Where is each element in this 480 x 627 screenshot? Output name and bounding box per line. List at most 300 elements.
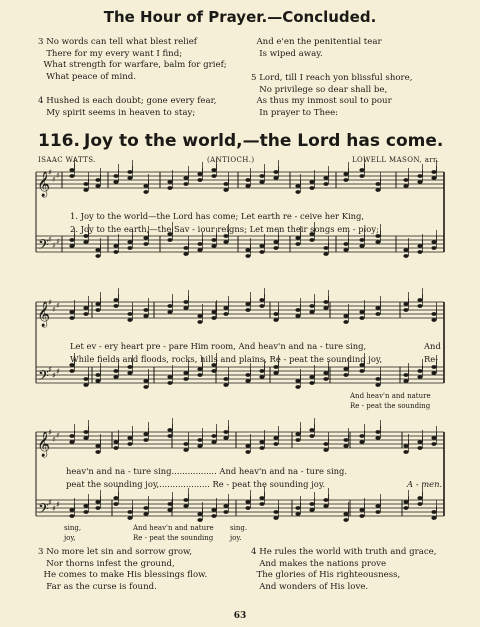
note-head [143, 506, 148, 510]
page-number: 63 [233, 611, 247, 621]
note-head [69, 310, 74, 314]
hymn-number: 116. [38, 131, 80, 151]
note-head [127, 176, 132, 180]
note-head [245, 500, 250, 504]
note-head [223, 240, 228, 244]
note-head [403, 302, 408, 306]
note-head [343, 314, 348, 318]
note-head [375, 377, 380, 381]
note-head [417, 304, 422, 308]
note-head [83, 306, 88, 310]
svg-text:♯: ♯ [52, 371, 56, 380]
note-head [197, 314, 202, 318]
lyric-s3-bass-sing: sing, [64, 524, 82, 532]
note-head [403, 308, 408, 312]
note-head [323, 377, 328, 381]
note-head [83, 188, 88, 192]
note-head [223, 510, 228, 514]
note-head [69, 434, 74, 438]
note-head [295, 438, 300, 442]
note-head [273, 176, 278, 180]
note-head [127, 318, 132, 322]
note-head [359, 369, 364, 373]
note-head [273, 170, 278, 174]
note-head [197, 518, 202, 522]
note-head [375, 436, 380, 440]
note-head [113, 304, 118, 308]
note-head [403, 444, 408, 448]
note-head [197, 172, 202, 176]
svg-text:♯: ♯ [56, 431, 60, 440]
note-head [295, 242, 300, 246]
note-head [69, 238, 74, 242]
note-head [295, 432, 300, 436]
note-head [113, 174, 118, 178]
lyric-s3-l1: heav'n and na - ture sing................. And heav'n and na - ture sing. [66, 466, 348, 476]
note-head [273, 365, 278, 369]
note-head [273, 436, 278, 440]
note-head [197, 367, 202, 371]
lyric-s3-bass-sing2: sing. [230, 524, 248, 532]
note-head [211, 369, 216, 373]
note-head [359, 244, 364, 248]
note-head [69, 369, 74, 373]
note-head [417, 298, 422, 302]
note-head [375, 510, 380, 514]
note-head [183, 377, 188, 381]
note-head [417, 496, 422, 500]
note-head [183, 448, 188, 452]
note-head [359, 238, 364, 242]
note-head [167, 508, 172, 512]
note-head [69, 508, 74, 512]
note-head [245, 254, 250, 258]
note-head [323, 371, 328, 375]
note-head [259, 496, 264, 500]
note-head [143, 385, 148, 389]
note-head [309, 508, 314, 512]
note-head [417, 174, 422, 178]
note-head [431, 371, 436, 375]
lyric-s2-l2: While fields and floods, rocks, hills and plains, Re - peat the sounding joy, [70, 354, 383, 364]
svg-text:♯: ♯ [56, 367, 60, 376]
hymn-tune: (ANTIOCH.) [207, 156, 255, 164]
note-head [343, 373, 348, 377]
note-head [211, 316, 216, 320]
note-head [403, 254, 408, 258]
note-head [403, 248, 408, 252]
note-head [127, 312, 132, 316]
note-head [323, 300, 328, 304]
note-head [273, 510, 278, 514]
note-head [197, 320, 202, 324]
note-head [211, 440, 216, 444]
note-head [143, 308, 148, 312]
note-head [323, 306, 328, 310]
note-head [273, 318, 278, 322]
note-head [223, 188, 228, 192]
note-head [323, 176, 328, 180]
note-head [309, 180, 314, 184]
note-head [113, 496, 118, 500]
note-head [223, 383, 228, 387]
note-head [259, 244, 264, 248]
note-head [417, 375, 422, 379]
note-head [359, 440, 364, 444]
note-head [375, 188, 380, 192]
note-head [309, 304, 314, 308]
note-head [95, 373, 100, 377]
lyric-s3-bass-mid1: And heav'n and nature [133, 524, 214, 532]
note-head [309, 186, 314, 190]
note-head [359, 174, 364, 178]
note-head [417, 369, 422, 373]
note-head [83, 312, 88, 316]
note-head [113, 298, 118, 302]
note-head [183, 176, 188, 180]
svg-text:𝄢: 𝄢 [38, 368, 49, 388]
note-head [211, 238, 216, 242]
note-head [431, 246, 436, 250]
note-head [127, 371, 132, 375]
note-head [295, 314, 300, 318]
note-head [295, 506, 300, 510]
note-head [167, 186, 172, 190]
note-head [197, 178, 202, 182]
note-head [417, 440, 422, 444]
note-head [375, 430, 380, 434]
note-head [417, 244, 422, 248]
note-head [245, 308, 250, 312]
note-head [359, 168, 364, 172]
note-head [375, 504, 380, 508]
note-head [273, 516, 278, 520]
hymn-title: Joy to the world,—the Lord has come. [84, 131, 444, 151]
svg-text:𝄢: 𝄢 [38, 237, 49, 257]
note-head [343, 320, 348, 324]
note-head [95, 248, 100, 252]
note-head [197, 248, 202, 252]
note-head [143, 236, 148, 240]
note-head [95, 308, 100, 312]
note-head [223, 306, 228, 310]
svg-text:♯: ♯ [56, 301, 60, 310]
note-head [259, 502, 264, 506]
note-head [69, 316, 74, 320]
note-head [259, 446, 264, 450]
svg-text:𝄞: 𝄞 [37, 432, 51, 457]
note-head [183, 504, 188, 508]
note-head [69, 514, 74, 518]
note-head [167, 375, 172, 379]
note-head [309, 428, 314, 432]
note-head [113, 250, 118, 254]
prev-verse-3: 3 No words can tell what blest relief There for my every want I find; What strength for warfare, balm for grief; What peace of mind. [38, 37, 227, 82]
note-head [323, 182, 328, 186]
note-head [167, 310, 172, 314]
note-head [127, 510, 132, 514]
note-head [431, 510, 436, 514]
note-head [183, 306, 188, 310]
note-head [95, 506, 100, 510]
note-head [431, 516, 436, 520]
note-head [183, 300, 188, 304]
note-head [245, 444, 250, 448]
note-head [431, 176, 436, 180]
note-head [211, 168, 216, 172]
note-head [83, 436, 88, 440]
note-head [223, 436, 228, 440]
svg-text:♯: ♯ [48, 428, 52, 437]
note-head [359, 316, 364, 320]
svg-text:𝄢: 𝄢 [38, 501, 49, 521]
note-head [143, 242, 148, 246]
note-head [167, 434, 172, 438]
note-head [245, 379, 250, 383]
note-head [113, 502, 118, 506]
note-head [95, 379, 100, 383]
note-head [183, 252, 188, 256]
note-head [273, 371, 278, 375]
note-head [309, 238, 314, 242]
note-head [127, 436, 132, 440]
note-head [143, 184, 148, 188]
note-head [245, 184, 250, 188]
note-head [309, 375, 314, 379]
lyric-s2-bass-l1: And heav'n and nature [350, 392, 431, 400]
note-head [83, 377, 88, 381]
note-head [113, 446, 118, 450]
note-head [197, 512, 202, 516]
note-head [417, 250, 422, 254]
hymn-composer: LOWELL MASON, arr. [352, 156, 439, 164]
note-head [223, 182, 228, 186]
note-head [95, 302, 100, 306]
svg-text:♯: ♯ [48, 168, 52, 177]
svg-text:♯: ♯ [52, 504, 56, 513]
note-head [167, 502, 172, 506]
note-head [183, 442, 188, 446]
note-head [359, 514, 364, 518]
note-head [259, 180, 264, 184]
lyric-s2-bass-l2: Re - peat the sounding [350, 402, 431, 410]
note-head [211, 508, 216, 512]
note-head [259, 304, 264, 308]
prev-verse-5: 5 Lord, till I reach yon blissful shore, No privilege so dear shall be, As thus my inmost soul to pour In prayer to Thee: [251, 73, 413, 118]
note-head [343, 248, 348, 252]
lyric-s3-bass-joy: joy, [64, 534, 76, 542]
svg-text:♯: ♯ [56, 500, 60, 509]
note-head [211, 310, 216, 314]
note-head [167, 180, 172, 184]
note-head [223, 234, 228, 238]
note-head [211, 514, 216, 518]
note-head [259, 174, 264, 178]
note-head [431, 240, 436, 244]
note-head [259, 298, 264, 302]
note-head [343, 444, 348, 448]
note-head [127, 170, 132, 174]
note-head [375, 234, 380, 238]
svg-text:𝄞: 𝄞 [37, 172, 51, 197]
note-head [295, 308, 300, 312]
note-head [113, 375, 118, 379]
note-head [143, 512, 148, 516]
note-head [143, 379, 148, 383]
note-head [259, 369, 264, 373]
note-head [295, 184, 300, 188]
note-head [167, 304, 172, 308]
note-head [375, 182, 380, 186]
svg-text:𝄞: 𝄞 [37, 302, 51, 327]
note-head [127, 246, 132, 250]
note-head [375, 306, 380, 310]
lyric-s3-l2: peat the sounding joy,................... Re - peat the sounding joy. [66, 479, 326, 489]
note-head [83, 430, 88, 434]
note-head [259, 375, 264, 379]
note-head [295, 236, 300, 240]
note-head [69, 440, 74, 444]
note-head [95, 184, 100, 188]
note-head [69, 174, 74, 178]
note-head [343, 438, 348, 442]
note-head [323, 442, 328, 446]
note-head [113, 180, 118, 184]
note-head [95, 444, 100, 448]
clefs [37, 171, 50, 521]
note-head [83, 510, 88, 514]
note-head [323, 246, 328, 250]
note-head [167, 381, 172, 385]
note-head [245, 373, 250, 377]
note-head [343, 367, 348, 371]
note-head [375, 383, 380, 387]
note-head [95, 450, 100, 454]
note-head [309, 502, 314, 506]
note-head [127, 240, 132, 244]
note-head [83, 182, 88, 186]
note-head [431, 318, 436, 322]
note-head [403, 506, 408, 510]
note-head [95, 178, 100, 182]
note-head [343, 242, 348, 246]
note-head [295, 379, 300, 383]
note-head [295, 512, 300, 516]
note-head [223, 312, 228, 316]
note-head [197, 438, 202, 442]
note-head [167, 428, 172, 432]
note-head [375, 312, 380, 316]
lyric-s3-amen: A - men. [407, 479, 443, 489]
note-head [323, 448, 328, 452]
note-head [223, 430, 228, 434]
hymn-author: ISAAC WATTS. [38, 156, 96, 164]
note-head [309, 434, 314, 438]
note-head [95, 254, 100, 258]
note-head [295, 385, 300, 389]
note-head [273, 240, 278, 244]
note-head [143, 432, 148, 436]
lyric-s1-v2: 2. Joy to the earth,—the Sav - iour reigns; Let men their songs em - ploy; [70, 224, 379, 234]
note-head [197, 242, 202, 246]
lyric-s3-bass-mid2: Re - peat the sounding [133, 534, 214, 542]
note-head [83, 504, 88, 508]
verse-4: 4 He rules the world with truth and grace, And makes the nations prove The glories of His righteousness, And wonders of His love. [251, 547, 437, 592]
svg-text:♯: ♯ [48, 498, 52, 507]
note-head [431, 365, 436, 369]
note-head [245, 506, 250, 510]
lyric-s1-v1: 1. Joy to the world—the Lord has come; Let earth re - ceive her King, [70, 211, 365, 221]
note-head [197, 444, 202, 448]
note-head [273, 246, 278, 250]
note-head [403, 373, 408, 377]
note-head [245, 248, 250, 252]
note-head [211, 174, 216, 178]
note-head [273, 312, 278, 316]
note-head [431, 436, 436, 440]
prev-verse-4: 4 Hushed is each doubt; gone every fear, My spirit seems in heaven to stay; [38, 96, 217, 118]
note-head [183, 498, 188, 502]
note-head [83, 234, 88, 238]
note-head [359, 508, 364, 512]
note-head [295, 190, 300, 194]
note-head [273, 442, 278, 446]
lyric-s3-bass-joy2: joy. [230, 534, 242, 542]
note-head [143, 314, 148, 318]
note-head [183, 182, 188, 186]
note-head [259, 250, 264, 254]
note-head [113, 244, 118, 248]
note-head [359, 434, 364, 438]
note-head [431, 312, 436, 316]
svg-text:♯: ♯ [56, 171, 60, 180]
note-head [127, 365, 132, 369]
note-head [83, 383, 88, 387]
svg-text:♯: ♯ [52, 305, 56, 314]
note-head [211, 244, 216, 248]
lyric-s2-l1-end: And [424, 341, 441, 351]
note-head [431, 442, 436, 446]
note-head [359, 310, 364, 314]
key-signatures [48, 168, 60, 513]
verse-3: 3 No more let sin and sorrow grow, Nor thorns infest the ground, He comes to make His blessings flow. Far as the curse is found. [38, 547, 208, 592]
svg-text:♯: ♯ [48, 298, 52, 307]
note-head [167, 238, 172, 242]
note-head [83, 240, 88, 244]
note-head [431, 170, 436, 174]
svg-text:♯: ♯ [52, 175, 56, 184]
note-head [309, 381, 314, 385]
note-head [113, 440, 118, 444]
note-head [343, 172, 348, 176]
note-head [223, 377, 228, 381]
note-head [343, 518, 348, 522]
lyric-s2-l1: Let ev - ery heart pre - pare Him room, And heav'n and na - ture sing, [70, 341, 367, 351]
lyric-s2-l2-end: Re- [424, 354, 439, 364]
note-head [417, 446, 422, 450]
note-head [127, 442, 132, 446]
svg-text:♯: ♯ [56, 237, 60, 246]
note-head [69, 244, 74, 248]
note-head [403, 184, 408, 188]
note-head [69, 168, 74, 172]
svg-text:♯: ♯ [52, 241, 56, 250]
note-head [309, 310, 314, 314]
note-head [343, 512, 348, 516]
note-head [403, 450, 408, 454]
note-head [323, 504, 328, 508]
note-head [343, 178, 348, 182]
